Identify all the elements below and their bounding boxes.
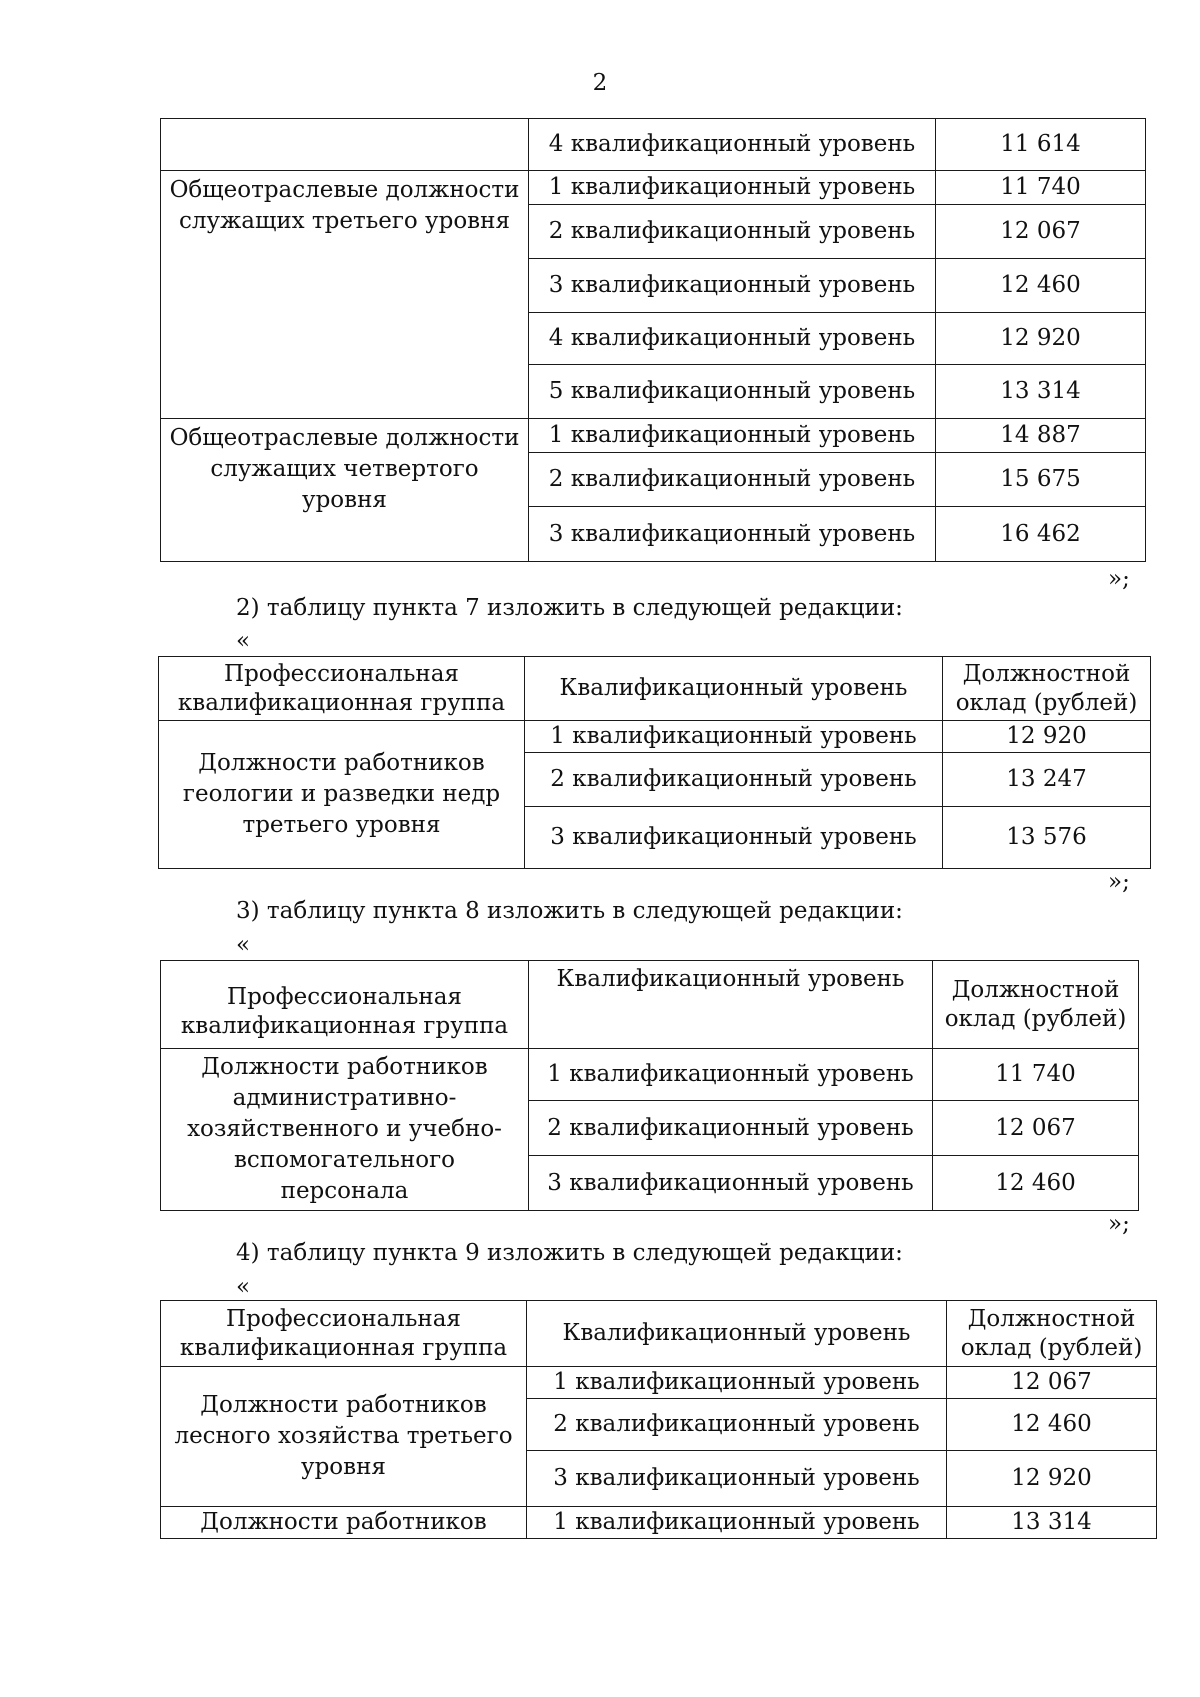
header-salary: Должностной оклад (рублей) — [933, 961, 1139, 1049]
level-cell: 4 квалификационный уровень — [529, 119, 936, 171]
opening-quote: « — [236, 628, 251, 654]
header-salary: Должностной оклад (рублей) — [943, 657, 1151, 721]
table-item-8 — [160, 960, 1139, 1211]
closing-quote: »; — [1108, 1211, 1130, 1237]
header-level: Квалификационный уровень — [527, 1301, 947, 1367]
table-header-row — [161, 1301, 1157, 1367]
group-cell: Общеотраслевые должности служащих четвертого уровня — [161, 419, 529, 562]
table-row — [161, 1049, 1139, 1101]
salary-cell: 11 740 — [933, 1049, 1139, 1101]
header-level: Квалификационный уровень — [529, 961, 933, 1049]
salary-cell: 11 614 — [936, 119, 1146, 171]
level-cell: 3 квалификационный уровень — [527, 1451, 947, 1507]
group-cell: Должности работников — [161, 1507, 527, 1539]
table-header-row — [161, 961, 1139, 1049]
header-group: Профессиональная квалификационная группа — [159, 657, 525, 721]
header-level: Квалификационный уровень — [525, 657, 943, 721]
level-cell: 1 квалификационный уровень — [527, 1367, 947, 1399]
level-cell: 5 квалификационный уровень — [529, 365, 936, 419]
table-row — [161, 419, 1146, 453]
group-cell: Должности работников административно-хозяйственного и учебно-вспомогательного персонала — [161, 1049, 529, 1211]
level-cell: 3 квалификационный уровень — [529, 259, 936, 313]
salary-cell: 12 460 — [936, 259, 1146, 313]
salary-cell: 13 247 — [943, 753, 1151, 807]
level-cell: 3 квалификационный уровень — [529, 1156, 933, 1211]
group-cell: Должности работников лесного хозяйства третьего уровня — [161, 1367, 527, 1507]
salary-cell: 12 920 — [947, 1451, 1157, 1507]
closing-quote: »; — [1108, 566, 1130, 592]
level-cell: 1 квалификационный уровень — [527, 1507, 947, 1539]
table-row — [161, 119, 1146, 171]
table-row — [161, 171, 1146, 205]
table-item-7 — [158, 656, 1151, 869]
salary-cell: 12 920 — [943, 721, 1151, 753]
level-cell: 2 квалификационный уровень — [525, 753, 943, 807]
level-cell: 2 квалификационный уровень — [529, 205, 936, 259]
level-cell: 4 квалификационный уровень — [529, 313, 936, 365]
salary-cell: 14 887 — [936, 419, 1146, 453]
header-group: Профессиональная квалификационная группа — [161, 1301, 527, 1367]
salary-cell: 12 067 — [936, 205, 1146, 259]
table-item-9 — [160, 1300, 1157, 1539]
salary-cell: 12 920 — [936, 313, 1146, 365]
level-cell: 1 квалификационный уровень — [529, 171, 936, 205]
salary-cell: 13 314 — [947, 1507, 1157, 1539]
instruction-item-4: 4) таблицу пункта 9 изложить в следующей редакции: — [236, 1240, 903, 1266]
opening-quote: « — [236, 932, 251, 958]
header-group: Профессиональная квалификационная группа — [161, 961, 529, 1049]
salary-cell: 11 740 — [936, 171, 1146, 205]
group-cell: Должности работников геологии и разведки недр третьего уровня — [159, 721, 525, 869]
salary-cell: 12 067 — [947, 1367, 1157, 1399]
table-row — [159, 721, 1151, 753]
level-cell: 3 квалификационный уровень — [525, 807, 943, 869]
level-cell: 1 квалификационный уровень — [525, 721, 943, 753]
closing-quote: »; — [1108, 869, 1130, 895]
salary-cell: 12 067 — [933, 1101, 1139, 1156]
group-cell: Общеотраслевые должности служащих третьего уровня — [161, 171, 529, 419]
page-number: 2 — [592, 70, 608, 96]
salary-cell: 16 462 — [936, 507, 1146, 562]
salary-cell: 12 460 — [933, 1156, 1139, 1211]
table-row — [161, 1507, 1157, 1539]
level-cell: 2 квалификационный уровень — [527, 1399, 947, 1451]
table-continuation — [160, 118, 1146, 562]
level-cell: 3 квалификационный уровень — [529, 507, 936, 562]
table-header-row — [159, 657, 1151, 721]
salary-cell: 15 675 — [936, 453, 1146, 507]
level-cell: 1 квалификационный уровень — [529, 1049, 933, 1101]
opening-quote: « — [236, 1274, 251, 1300]
level-cell: 2 квалификационный уровень — [529, 1101, 933, 1156]
level-cell: 1 квалификационный уровень — [529, 419, 936, 453]
group-cell-empty — [161, 119, 529, 171]
salary-cell: 13 576 — [943, 807, 1151, 869]
instruction-item-3: 3) таблицу пункта 8 изложить в следующей редакции: — [236, 898, 903, 924]
instruction-item-2: 2) таблицу пункта 7 изложить в следующей редакции: — [236, 595, 903, 621]
table-row — [161, 1367, 1157, 1399]
header-salary: Должностной оклад (рублей) — [947, 1301, 1157, 1367]
salary-cell: 12 460 — [947, 1399, 1157, 1451]
level-cell: 2 квалификационный уровень — [529, 453, 936, 507]
salary-cell: 13 314 — [936, 365, 1146, 419]
